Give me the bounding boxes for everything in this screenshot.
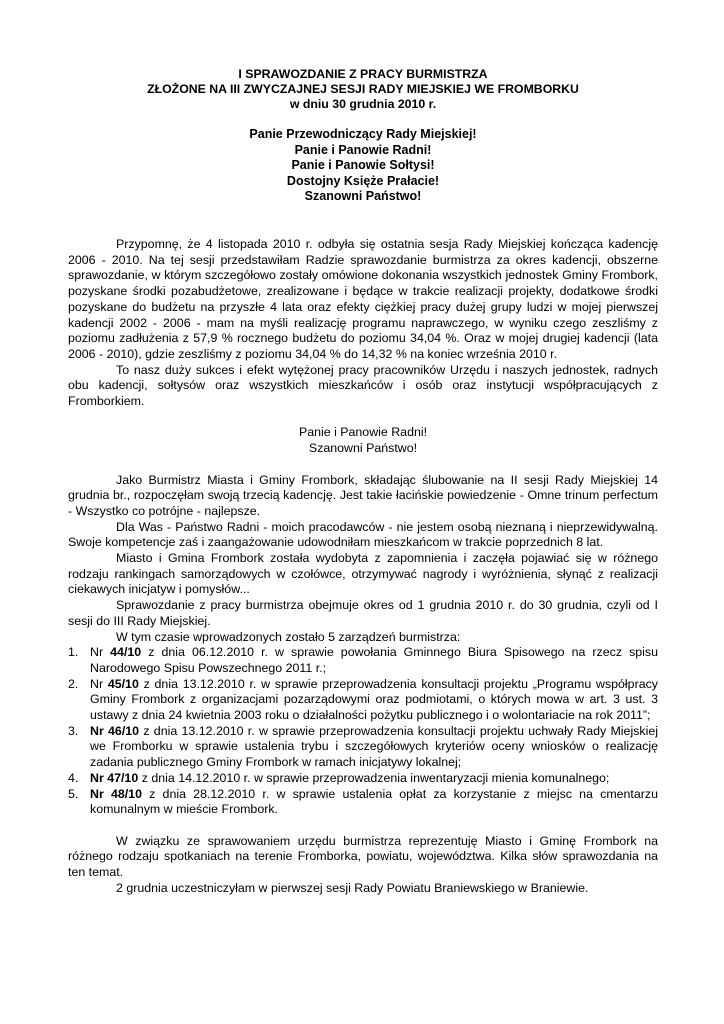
order-text: z dnia 13.12.2010 r. w sprawie przeprowadzenia konsultacji projektu uchwały Rady Miejskiej we Fromborku w sprawie ustalenia trybu i szczegółowych kryteriów oceny wniosków o realizację zadania publicznego Gminy Frombork w ramach inicjatywy lokalnej; (90, 723, 658, 770)
salutation-line: Dostojny Księże Prałacie! (286, 173, 440, 188)
list-number: 1. (68, 645, 79, 660)
paragraph: Sprawozdanie z pracy burmistrza obejmuje okres od 1 grudnia 2010 r. do 30 grudnia, czyli od I sesji do III Rady Miejskiej. (68, 598, 658, 628)
order-id: Nr 48/10 (90, 786, 142, 801)
list-number: 5. (68, 786, 79, 801)
list-item (68, 724, 658, 771)
list-number: 4. (68, 770, 79, 785)
list-item (68, 645, 658, 676)
order-id: Nr 46/10 (90, 723, 140, 738)
order-text: z dnia 14.12.2010 r. w sprawie przeprowadzenia inwentaryzacji mienia komunalnego; (141, 770, 610, 785)
report-subtitle: ZŁOŻONE NA III ZWYCZAJNEJ SESJI RADY MIEJSKIEJ WE FROMBORKU (147, 82, 579, 96)
salutation-line: Panie i Panowie Radni! (298, 425, 428, 440)
order-id: 45/10 (107, 676, 139, 691)
paragraph: Miasto i Gmina Frombork została wydobyta z zapomnienia i zaczęła pojawiać się w różnego rodzaju rankingach samorządowych w czołówce, otrzymywać nagrody i wyróżnienia, słynąć z realizacji ciekawych inicjatyw i pomysłów... (68, 551, 658, 597)
list-item (68, 771, 658, 787)
list-number: 3. (68, 723, 79, 738)
paragraph: W tym czasie wprowadzonych zostało 5 zarządzeń burmistrza: (116, 629, 461, 644)
salutation-line: Panie i Panowie Sołtysi! (291, 158, 435, 172)
orders-list (68, 645, 658, 818)
order-prefix: Nr (90, 645, 104, 660)
report-body (68, 237, 658, 896)
report-title: I SPRAWOZDANIE Z PRACY BURMISTRZA (238, 67, 488, 81)
paragraph: Przypomnę, że 4 listopada 2010 r. odbyła się ostatnia sesja Rady Miejskiej kończąca kadencję 2006 - 2010. Na tej sesji przedstawiłam Radzie sprawozdanie burmistrza za okres kadencji, obszerne sprawozdanie, w którym szczegółowo zostały omówione dokonania wszystkich jednostek Gminy Frombork, pozyskane środki pozabudżetowe, zrealizowane i będące w trakcie realizacji projekty, dodatkowe środki pozyskane do budżetu na przyszłe 4 lata oraz efekty ciężkiej pracy dużej grupy ludzi w mojej pierwszej kadencji 2002 - 2006 - mam na myśli realizację programu naprawczego, w wyniku czego zeszliśmy z poziomu zadłużenia z 57,9 % rocznego budżetu do poziomu 34,04 %. Oraz w mojej drugiej kadencji (lata 2006 - 2010), gdzie zeszliśmy z poziomu 34,04 % do 14,32 % na koniec września 2010 r. (68, 237, 658, 361)
salutation-block (68, 127, 658, 205)
list-item (68, 677, 658, 724)
order-id: Nr 47/10 (90, 770, 139, 785)
salutation-line: Panie Przewodniczący Rady Miejskiej! (249, 127, 477, 141)
order-id: 44/10 (110, 645, 142, 660)
salutation-line: Szanowni Państwo! (304, 189, 422, 203)
paragraph: W związku ze sprawowaniem urzędu burmistrza reprezentuję Miasto i Gminę Frombork na różnego rodzaju spotkaniach na terenie Fromborka, powiatu, województwa. Kilka słów sprawozdania na ten temat. (68, 833, 658, 880)
list-number: 2. (68, 676, 79, 691)
order-text: z dnia 06.12.2010 r. w sprawie powołania Gminnego Biura Spisowego na rzecz spisu Narodowego Spisu Powszechnego 2011 r.; (90, 645, 659, 675)
salutation-line: Panie i Panowie Radni! (294, 142, 432, 157)
paragraph: Dla Was - Państwo Radni - moich pracodawców - nie jestem osobą nieznaną i nieprzewidywalną. Swoje kompetencje zaś i zaangażowanie udowodniłam mieszkańcom w trakcie poprzednich 8 lat. (68, 519, 658, 550)
report-header (68, 67, 658, 112)
list-item (68, 787, 658, 818)
report-date: w dniu 30 grudnia 2010 r. (289, 97, 437, 111)
order-text: z dnia 13.12.2010 r. w sprawie przeprowadzenia konsultacji projektu „Programu współpracy Gminy Frombork z organizacjami pozarządowymi oraz podmiotami, o których mowa w art. 3 ust. 3 ustawy z dnia 24 kwietnia 2003 roku o działalności pożytku publicznego i o wolontariacie na rok 2011”; (90, 676, 658, 723)
paragraph: 2 grudnia uczestniczyłam w pierwszej sesji Rady Powiatu Braniewskiego w Braniewie. (116, 880, 589, 895)
salutation-line: Szanowni Państwo! (308, 441, 418, 456)
paragraph: Jako Burmistrz Miasta i Gminy Frombork, składając ślubowanie na II sesji Rady Miejskiej 14 grudnia br., rozpoczęłam swoją trzecią kadencję. Jest takie łacińskie powiedzenie - Omne trinum perfectum - Wszystko co potrójne - najlepsze. (68, 472, 658, 518)
order-prefix: Nr (90, 676, 104, 691)
paragraph: To nasz duży sukces i efekt wytężonej pracy pracowników Urzędu i naszych jednostek, radnych obu kadencji, sołtysów oraz wszystkich mieszkańców i osób oraz instytucji współpracujących z Fromborkiem. (68, 362, 658, 409)
order-text: z dnia 28.12.2010 r. w sprawie ustalenia opłat za korzystanie z miejsc na cmentarzu komunalnym w mieście Frombork. (90, 786, 658, 817)
